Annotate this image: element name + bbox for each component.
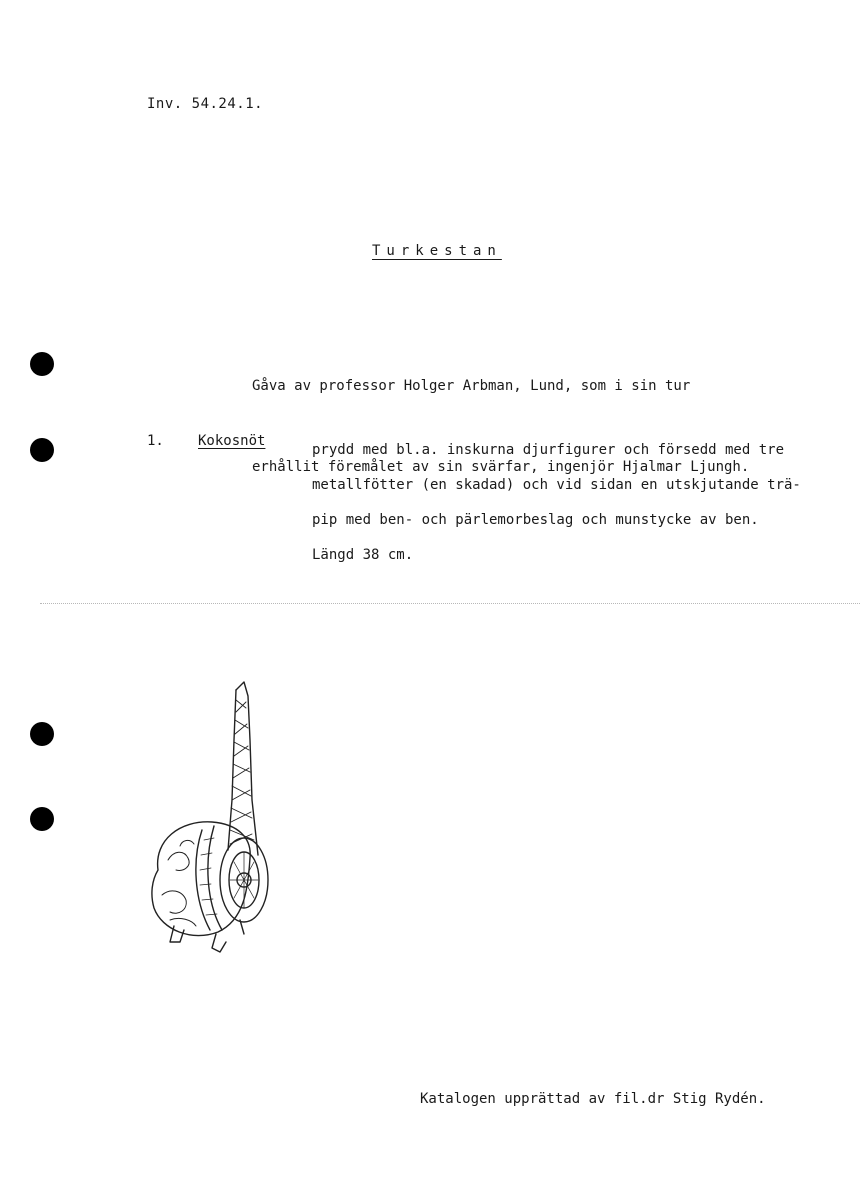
- item-description: [312, 433, 832, 573]
- description-line: metallfötter (en skadad) och vid sidan en utskjutande trä-: [312, 477, 801, 493]
- punch-hole: [30, 352, 54, 376]
- cataloguer-signature: Katalogen upprättad av fil.dr Stig Rydén.: [420, 1091, 766, 1107]
- punch-hole: [30, 722, 54, 746]
- item-number: 1.: [147, 433, 164, 449]
- description-line: prydd med bl.a. inskurna djurfigurer och försedd med tre: [312, 442, 785, 458]
- punch-hole: [30, 438, 54, 462]
- region-heading: Turkestan: [372, 243, 502, 259]
- description-line: pip med ben- och pärlemorbeslag och munstycke av ben.: [312, 512, 759, 528]
- inventory-number: Inv. 54.24.1.: [147, 96, 264, 112]
- coconut-vessel-with-spout-drawing: [140, 680, 280, 955]
- provenance-line: erhållit föremålet av sin svärfar, ingenjör Hjalmar Ljungh.: [252, 459, 750, 475]
- item-name: Kokosnöt: [198, 433, 266, 449]
- punch-hole: [30, 807, 54, 831]
- description-line: Längd 38 cm.: [312, 547, 414, 563]
- divider: [40, 603, 860, 604]
- provenance-line: Gåva av professor Holger Arbman, Lund, som i sin tur: [252, 378, 691, 394]
